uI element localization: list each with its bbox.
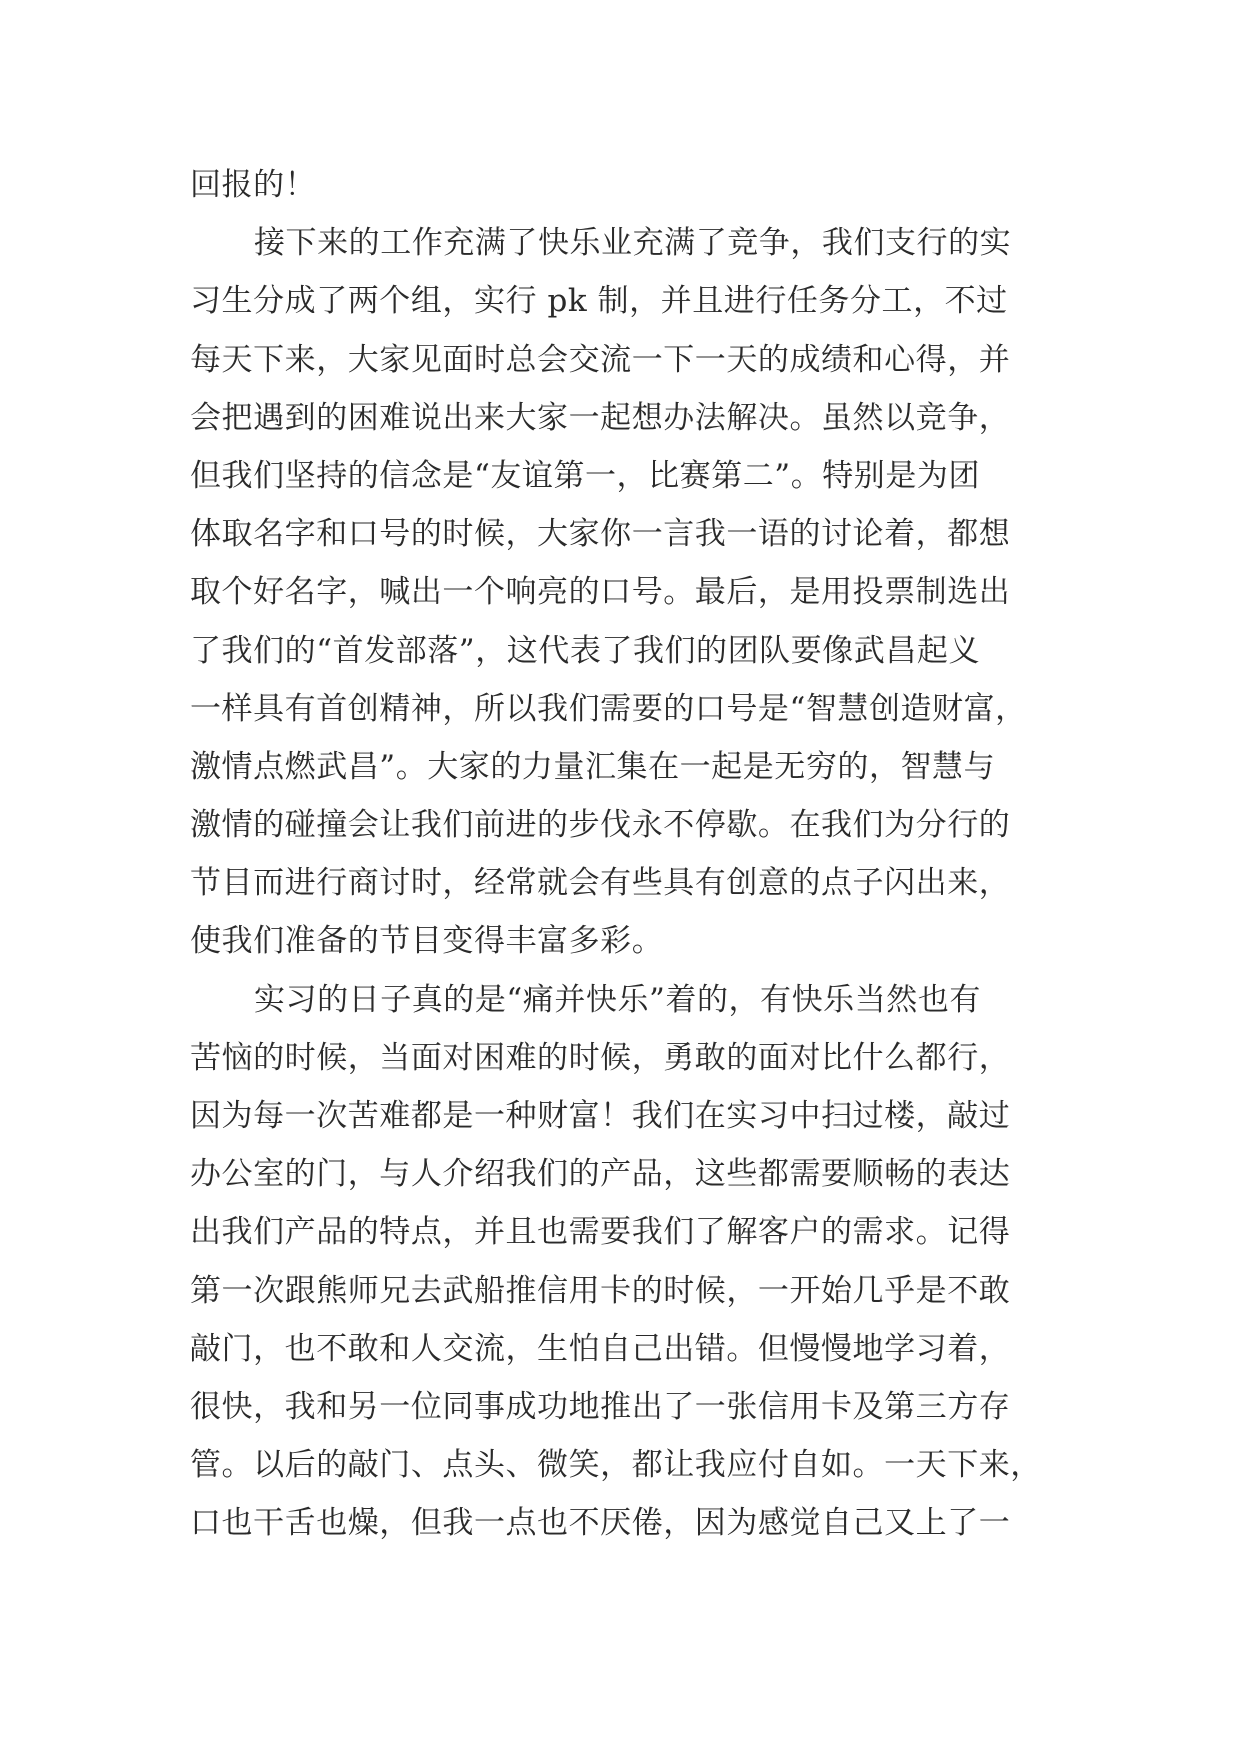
paragraph <box>190 971 1070 1553</box>
text-line: 苦恼的时候，当面对困难的时候，勇敢的面对比什么都行， <box>190 1039 1011 1076</box>
paragraph <box>190 156 1070 214</box>
text-line: 习生分成了两个组，实行 pk 制，并且进行任务分工，不过 <box>190 283 1008 320</box>
text-line: 体取名字和口号的时候，大家你一言我一语的讨论着，都想 <box>190 516 1011 553</box>
text-line: 敲门，也不敢和人交流，生怕自己出错。但慢慢地学习着， <box>190 1330 1011 1367</box>
body-text <box>190 156 1070 1553</box>
text-line: 很快，我和另一位同事成功地推出了一张信用卡及第三方存 <box>190 1388 1011 1425</box>
text-line: 每天下来，大家见面时总会交流一下一天的成绩和心得，并 <box>190 341 1011 378</box>
text-line: 因为每一次苦难都是一种财富！我们在实习中扫过楼，敲过 <box>190 1098 1011 1134</box>
text-line: 实习的日子真的是“痛并快乐”着的，有快乐当然也有 <box>254 981 981 1018</box>
text-line: 会把遇到的困难说出来大家一起想办法解决。虽然以竞争， <box>190 399 1011 436</box>
text-line: 激情点燃武昌”。大家的力量汇集在一起是无穷的，智慧与 <box>190 748 996 785</box>
text-line: 回报的！ <box>190 167 317 203</box>
text-line: 接下来的工作充满了快乐业充满了竞争，我们支行的实 <box>254 225 1012 262</box>
text-line: 一样具有首创精神，所以我们需要的口号是“智慧创造财富， <box>190 690 1027 727</box>
text-line: 节目而进行商讨时，经常就会有些具有创意的点子闪出来， <box>190 865 1011 902</box>
text-line: 管。以后的敲门、点头、微笑，都让我应付自如。一天下来， <box>190 1447 1042 1484</box>
text-line: 办公室的门，与人介绍我们的产品，这些都需要顺畅的表达 <box>190 1156 1011 1193</box>
paragraph <box>190 214 1070 970</box>
text-line: 使我们准备的节目变得丰富多彩。 <box>190 923 664 960</box>
text-line: 了我们的“首发部落”，这代表了我们的团队要像武昌起义 <box>190 632 980 669</box>
text-line: 出我们产品的特点，并且也需要我们了解客户的需求。记得 <box>190 1214 1011 1251</box>
text-line: 口也干舌也燥，但我一点也不厌倦，因为感觉自己又上了一 <box>190 1505 1011 1542</box>
text-line: 取个好名字，喊出一个响亮的口号。最后，是用投票制选出 <box>190 574 1011 611</box>
text-line: 激情的碰撞会让我们前进的步伐永不停歇。在我们为分行的 <box>190 807 1011 844</box>
text-line: 第一次跟熊师兄去武船推信用卡的时候，一开始几乎是不敢 <box>190 1272 1011 1309</box>
text-line: 但我们坚持的信念是“友谊第一，比赛第二”。特别是为团 <box>190 457 980 494</box>
